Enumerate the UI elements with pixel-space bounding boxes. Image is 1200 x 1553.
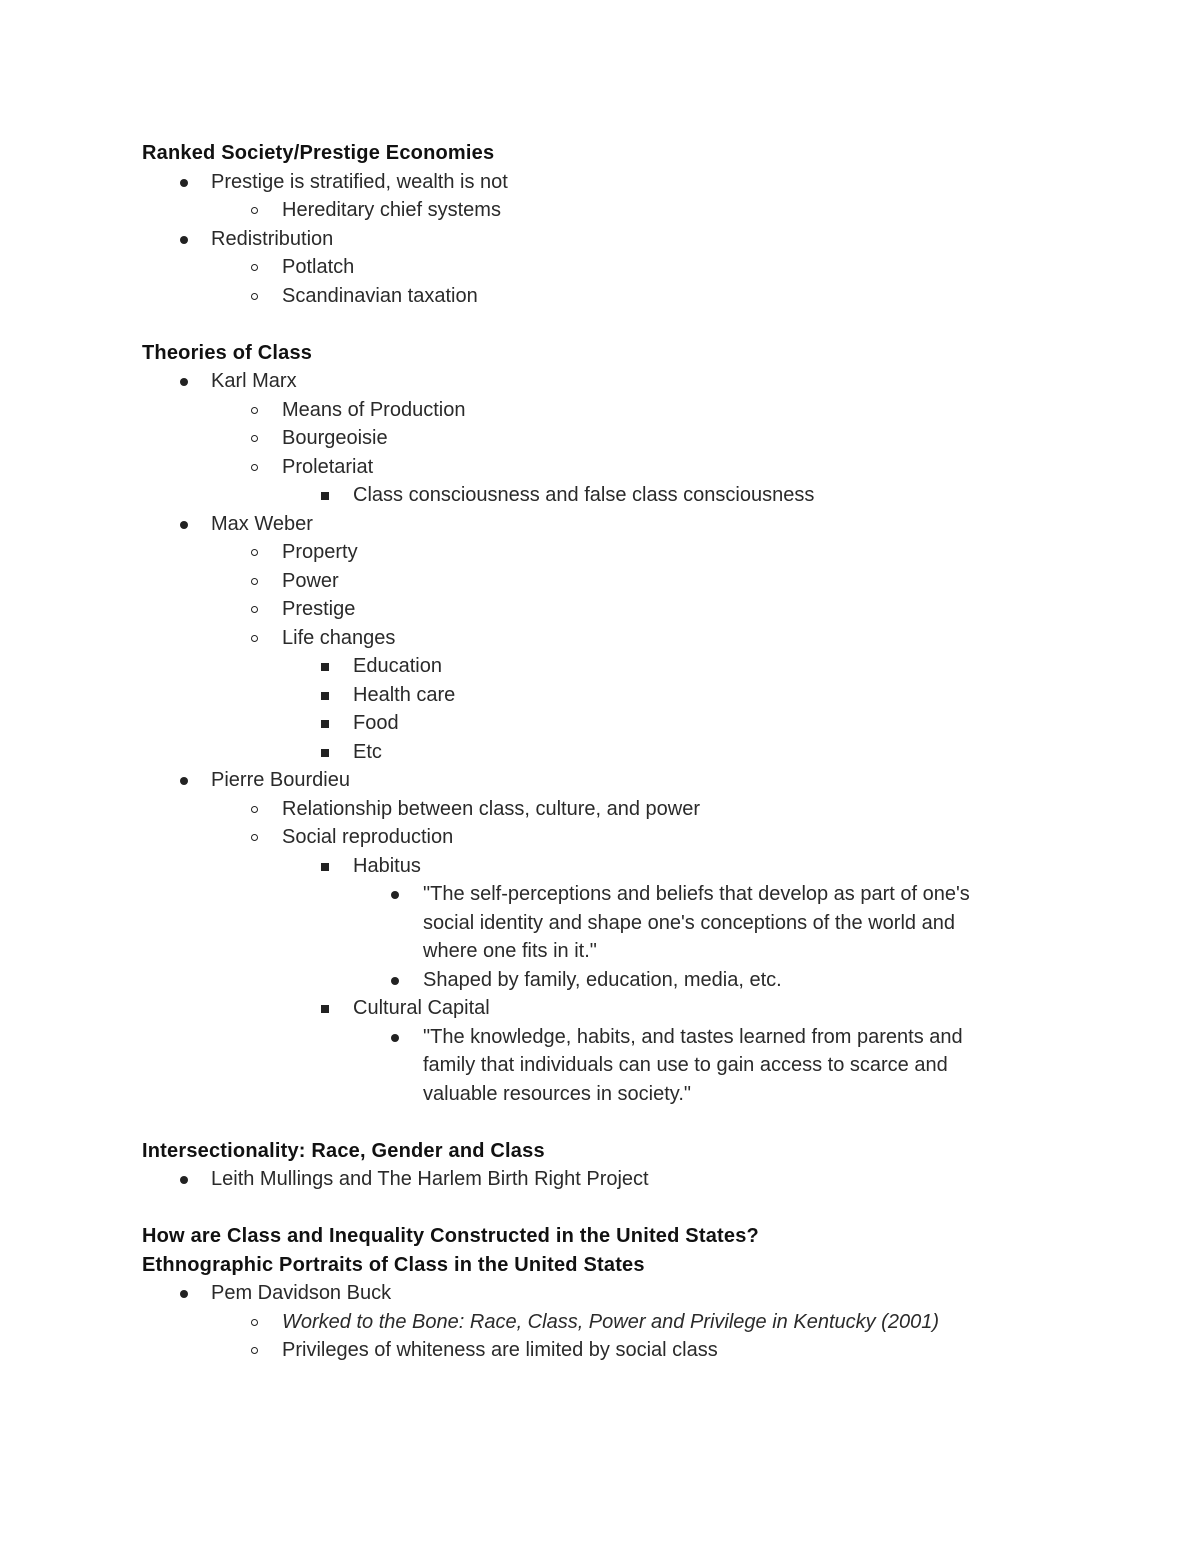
- list-item-text: Pierre Bourdieu: [211, 769, 350, 791]
- list-item-text: Prestige: [282, 598, 356, 620]
- list-item-text: Etc: [353, 740, 382, 763]
- bullet-square-icon: [321, 720, 329, 728]
- bullet-disc-icon: [180, 236, 188, 244]
- list-item-text: Bourgeoisie: [282, 427, 388, 449]
- section-heading: Ranked Society/Prestige Economies: [142, 142, 495, 164]
- bullet-circle-icon: [251, 407, 258, 414]
- list-item-text: "The self-perceptions and beliefs that develop as part of one's: [423, 883, 970, 905]
- list-item-text: Food: [353, 712, 399, 734]
- bullet-circle-icon: [251, 606, 258, 613]
- list-item-text: Proletariat: [282, 455, 374, 478]
- bullet-disc-icon: [180, 1176, 188, 1184]
- bullet-square-icon: [321, 492, 329, 500]
- bullet-disc-icon: [180, 1290, 188, 1298]
- bullet-square-icon: [321, 863, 329, 871]
- bullet-square-icon: [321, 663, 329, 671]
- list-item-text: Leith Mullings and The Harlem Birth Right Project: [211, 1168, 649, 1190]
- bullet-disc-icon: [391, 1034, 399, 1042]
- list-item-text: Health care: [353, 683, 456, 706]
- bullet-disc-icon: [391, 977, 399, 985]
- bullet-square-icon: [321, 1005, 329, 1013]
- section-heading: Theories of Class: [142, 341, 313, 364]
- list-item-text: Cultural Capital: [353, 997, 490, 1019]
- bullet-disc-icon: [180, 179, 188, 187]
- list-item-text: family that individuals can use to gain access to scarce and: [423, 1054, 948, 1076]
- bullet-circle-icon: [251, 293, 258, 300]
- list-item-text: Relationship between class, culture, and power: [282, 797, 701, 820]
- bullet-square-icon: [321, 749, 329, 757]
- list-item-text: Scandinavian taxation: [282, 284, 478, 307]
- bullet-circle-icon: [251, 834, 258, 841]
- bullet-circle-icon: [251, 264, 258, 271]
- list-item-text: "The knowledge, habits, and tastes learned from parents and: [423, 1025, 963, 1048]
- bullet-disc-icon: [180, 378, 188, 386]
- list-item-text: Worked to the Bone: Race, Class, Power and Privilege in Kentucky (2001): [282, 1310, 939, 1333]
- bullet-disc-icon: [180, 777, 188, 785]
- list-item-text: Power: [282, 569, 339, 592]
- bullet-circle-icon: [251, 549, 258, 556]
- bullet-circle-icon: [251, 1319, 258, 1326]
- section-heading: Intersectionality: Race, Gender and Class: [142, 1139, 545, 1162]
- list-item-text: Shaped by family, education, media, etc.: [423, 968, 782, 991]
- bullet-circle-icon: [251, 207, 258, 214]
- list-item-text: Potlatch: [282, 256, 355, 278]
- bullet-circle-icon: [251, 578, 258, 585]
- section-heading: How are Class and Inequality Constructed in the United States?: [142, 1225, 759, 1247]
- bullet-circle-icon: [251, 635, 258, 642]
- bullet-disc-icon: [391, 891, 399, 899]
- list-item-text: Social reproduction: [282, 826, 454, 848]
- list-item-text: Class consciousness and false class consciousness: [353, 484, 815, 506]
- list-item-text: Privileges of whiteness are limited by social class: [282, 1339, 718, 1361]
- bullet-square-icon: [321, 692, 329, 700]
- bullet-circle-icon: [251, 1347, 258, 1354]
- list-item-text: Max Weber: [211, 512, 313, 535]
- list-item-text: Prestige is stratified, wealth is not: [211, 170, 508, 193]
- list-item-text: Redistribution: [211, 227, 334, 250]
- list-item-text: Education: [353, 655, 442, 677]
- list-item-text: Life changes: [282, 626, 396, 649]
- list-item-text: Means of Production: [282, 398, 466, 421]
- list-item-text: Karl Marx: [211, 370, 297, 392]
- list-item-text: Habitus: [353, 854, 421, 877]
- list-item-text: Hereditary chief systems: [282, 199, 501, 221]
- list-item-text: valuable resources in society.": [423, 1082, 691, 1105]
- list-item-text: where one fits in it.": [423, 940, 597, 962]
- bullet-disc-icon: [180, 521, 188, 529]
- bullet-circle-icon: [251, 464, 258, 471]
- bullet-circle-icon: [251, 435, 258, 442]
- section-heading: Ethnographic Portraits of Class in the United States: [142, 1253, 645, 1276]
- list-item-text: Property: [282, 541, 358, 563]
- list-item-text: social identity and shape one's conceptions of the world and: [423, 911, 955, 934]
- list-item-text: Pem Davidson Buck: [211, 1282, 392, 1304]
- bullet-circle-icon: [251, 806, 258, 813]
